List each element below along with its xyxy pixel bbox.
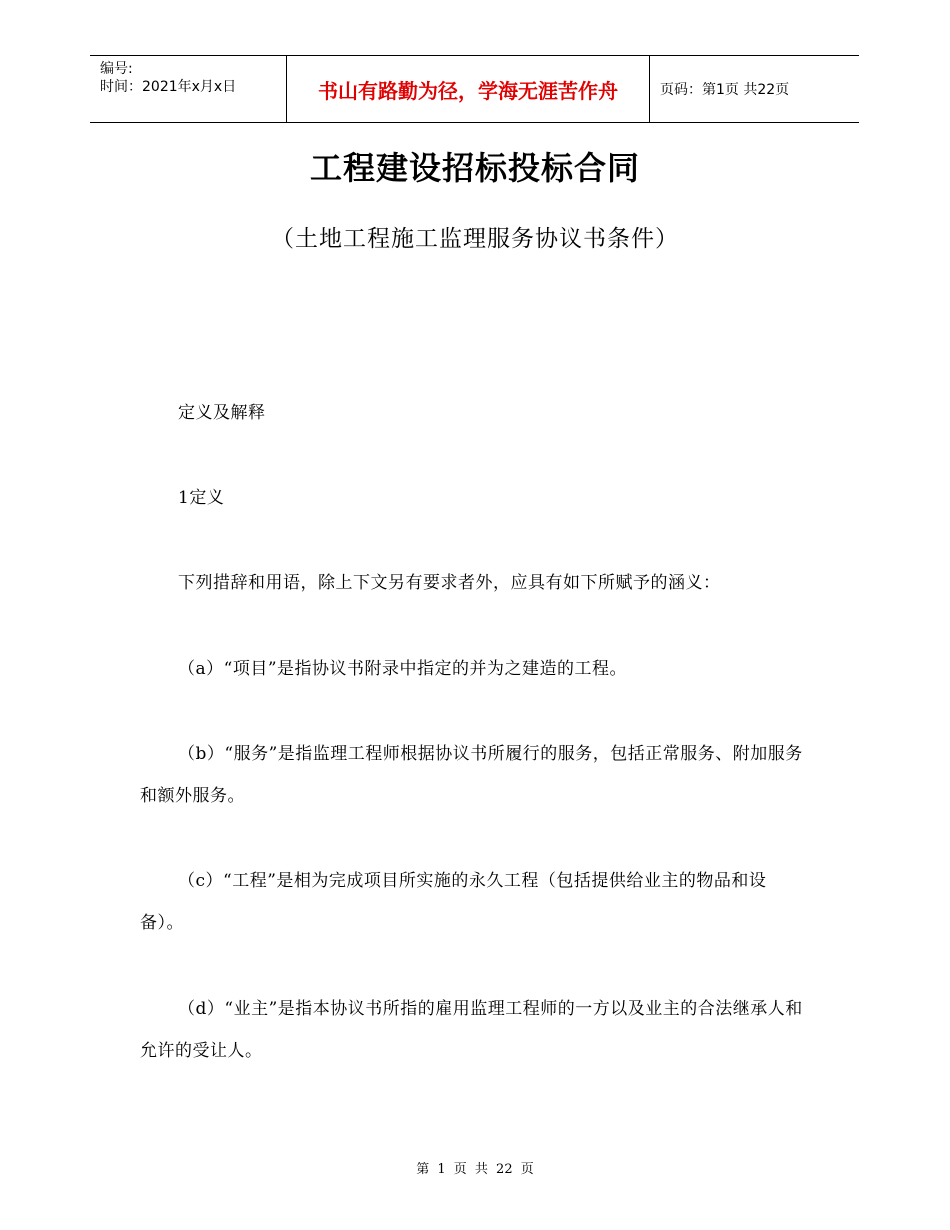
paragraph-item-c: （c）“工程”是相为完成项目所实施的永久工程（包括提供给业主的物品和设备）。 — [140, 871, 767, 933]
header-page-info: 页码：第1页 共22页 — [660, 82, 790, 98]
paragraph-item-b: （b）“服务”是指监理工程师根据协议书所履行的服务，包括正常服务、附加服务和额外服务。 — [140, 744, 803, 806]
header-motto: 书山有路勤为径，学海无涯苦作舟 — [318, 78, 618, 103]
paragraph-item-d: （d）“业主”是指本协议书所指的雇用监理工程师的一方以及业主的合法继承人和允许的受让人。 — [140, 999, 803, 1061]
paragraph-section-1: 1定义 — [178, 488, 225, 508]
number-label: 编号: — [100, 61, 133, 77]
header-divider-right — [649, 56, 650, 122]
page-header — [90, 55, 859, 123]
document-title: 工程建设招标投标合同 — [309, 149, 640, 187]
paragraph-definitions-heading: 定义及解释 — [178, 403, 266, 423]
time-label: 时间：2021年x月x日 — [100, 79, 237, 95]
header-meta — [100, 60, 236, 96]
page-footer: 第 1 页 共 22 页 — [416, 1162, 534, 1177]
paragraph-item-a: （a）“项目”是指协议书附录中指定的并为之建造的工程。 — [178, 659, 628, 679]
document-subtitle: （土地工程施工监理服务协议书条件） — [271, 226, 679, 252]
paragraph-intro: 下列措辞和用语，除上下文另有要求者外，应具有如下所赋予的涵义： — [178, 573, 721, 593]
